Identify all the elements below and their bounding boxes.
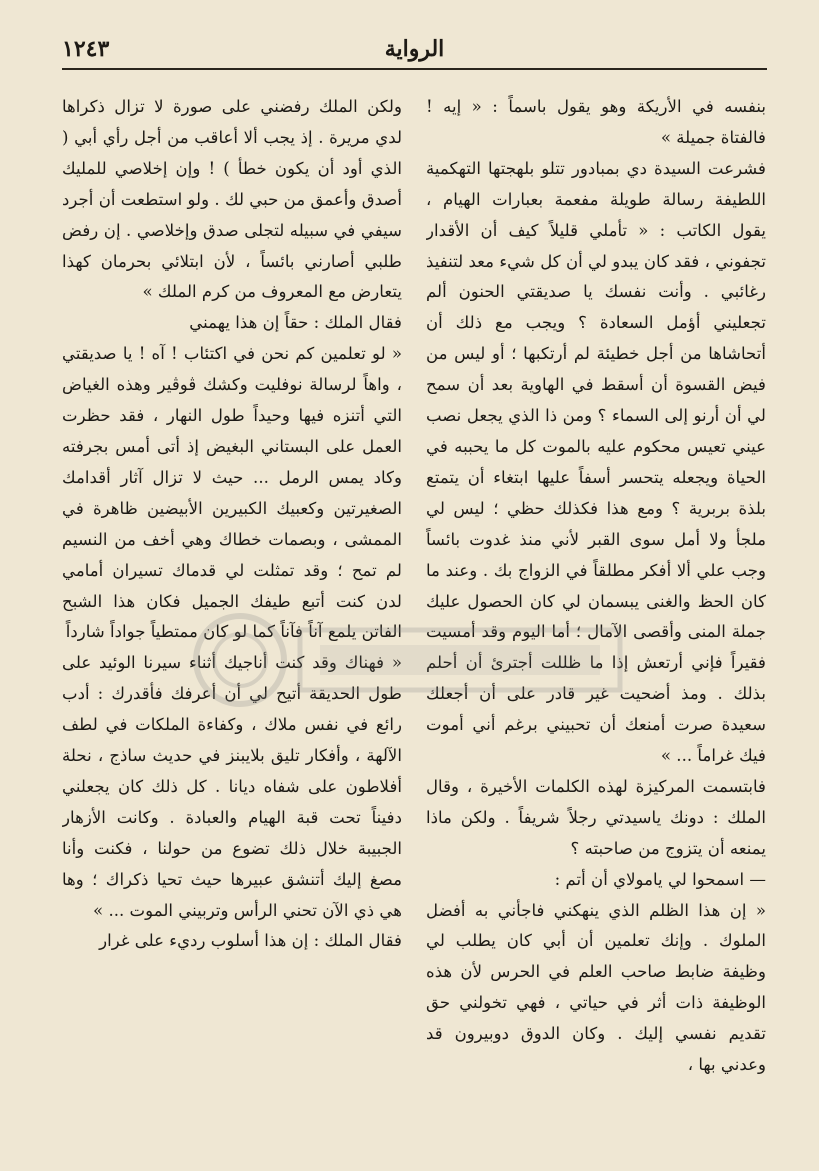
paragraph: « لو تعلمين كم نحن في اكتئاب ! آه ! يا صديقتي ، واهاً لرسالة نوفليت وكشك ڤوڤير وهذه الغياض التي أتنزه فيها وحيداً طول النهار ، فقد حظرت العمل على البستاني البغيض إذ أتى أمس بجرفته وكاد يمس الرمل ... حيث لا تزال آثار أقدامك الصغيرتين وكعبيك الكبيرين الأبيضين ظاهرة في الممشى ، وبصمات خطاك وهي أخف من النسيم لم تمح ؛ وقد تمثلت لي قدماك تسيران أمامي لدن كنت أتبع طيفك الجميل فكان هذا الشبح الفاتن يلمع آناً فآناً كما لو كان ممتطياً جواداً شارداً xyxy=(62,344,402,642)
page-header xyxy=(62,34,767,70)
paragraph: فابتسمت المركيزة لهذه الكلمات الأخيرة ، وقال الملك : دونك ياسيدتي رجلاً شريفاً . ولكن ماذا يمنعه أن يتزوج من صاحبته ؟ xyxy=(426,776,766,858)
paragraph: « فهناك وقد كنت أناجيك أثناء سيرنا الوئيد على طول الحديقة أتيح لي أن أعرفك فأقدرك : أدب رائع في نفس ملاك ، وكفاءة الملكات في لطف الآلهة ، وأفكار تليق بلايبنز في حديث ساذج ، نحلة أفلاطون على شفاه ديانا . كل ذلك كان يجعلني دفيناً تحت قبة الهيام والعبادة . وكانت الأزهار الجبيبة خلال ذلك تضوع من حولنا ، فكنت وأنا مصغ إليك أتنشق عبيرها حيث تحيا ذكراك ؛ وها هي ذي الآن تحني الرأس وتربيني الموت ... » xyxy=(62,653,402,920)
paragraph: ولكن الملك رفضني على صورة لا تزال ذكراها لدي مريرة . إذ يجب ألا أعاقب من أجل رأي أبي ( الذي أود أن يكون خطأ ) ! وإن إخلاصي للمليك أصدق وأعمق من حبي لك . ولو استطعت أن أجرد سيفي في سبيله لتجلى صدق وإخلاصي . إن رفض طلبي أصارني بائساً ، لأن ابتلائي بحرمان كهذا يتعارض مع المعروف من كرم الملك » xyxy=(62,97,402,302)
page-number: ١٢٤٣ xyxy=(62,36,110,62)
paragraph: « إن هذا الظلم الذي ينهكني فاجأني به أفضل الملوك . وإنك تعلمين أن أبي كان يطلب لي وظيفة ضابط صاحب العلم في الحرس لأن هذه الوظيفة ذات أثر في حياتي ، فهي تخولني حق تقديم نفسي إليك . وكان الدوق دوبيرون قد وعدني بها ، xyxy=(426,900,766,1075)
right-column xyxy=(426,92,766,1152)
paragraph: بنفسه في الأريكة وهو يقول باسماً : « إيه ! فالفتاة جميلة » xyxy=(426,97,766,147)
paragraph: — اسمحوا لي يامولاي أن أتم : xyxy=(554,869,766,889)
paragraph: فقال الملك : حقاً إن هذا يهمني xyxy=(189,313,402,333)
paragraph: فقال الملك : إن هذا أسلوب رديء على غرار xyxy=(99,931,402,951)
running-title: الرواية xyxy=(384,36,445,62)
paragraph: فشرعت السيدة دي بمبادور تتلو بلهجتها التهكمية اللطيفة رسالة طويلة مفعمة بعبارات الهيام ، يقول الكاتب : « تأملي قليلاً كيف أن الأقدار تجفوني ، فقد كان يبدو لي أن كل شيء معد لتنفيذ رغائبي . وأنت نفسك يا صديقتي الحنون ألم تجعليني أؤمل السعادة ؟ ويجب مع ذلك أن أتحاشاها من أجل خطيئة لم أرتكبها ؛ أو ليس من فيض القسوة أن أسقط في الهاوية بعد أن سمح لي أن أرنو إلى السماء ؟ ومن ذا الذي يجعل نصب عيني تعيس محكوم عليه بالموت كل ما يحببه في الحياة ويجعله يتحسر أسفاً عليها ابتغاء أن يتمتع بلذة بربرية ؟ ومع هذا فكذلك حظي ؛ ليس لي ملجأ ولا أمل سوى القبر لأني منذ غدوت بائساً وجب علي ألا أفكر مطلقاً في الزواج بك . وعند ما كان الحظ والغنى يبسمان لي كان الحصول عليك جملة المنى وأقصى الآمال ؛ أما اليوم وقد أمسيت فقيراً فإني أرتعش إذا ما ظللت أجترئ أن أحلم بذلك . ومذ أضحيت غير قادر على أن أجعلك سعيدة صرت أمنعك أن تحبيني برغم أني أموت فيك غراماً ... » xyxy=(426,158,766,766)
left-column xyxy=(62,92,402,1152)
